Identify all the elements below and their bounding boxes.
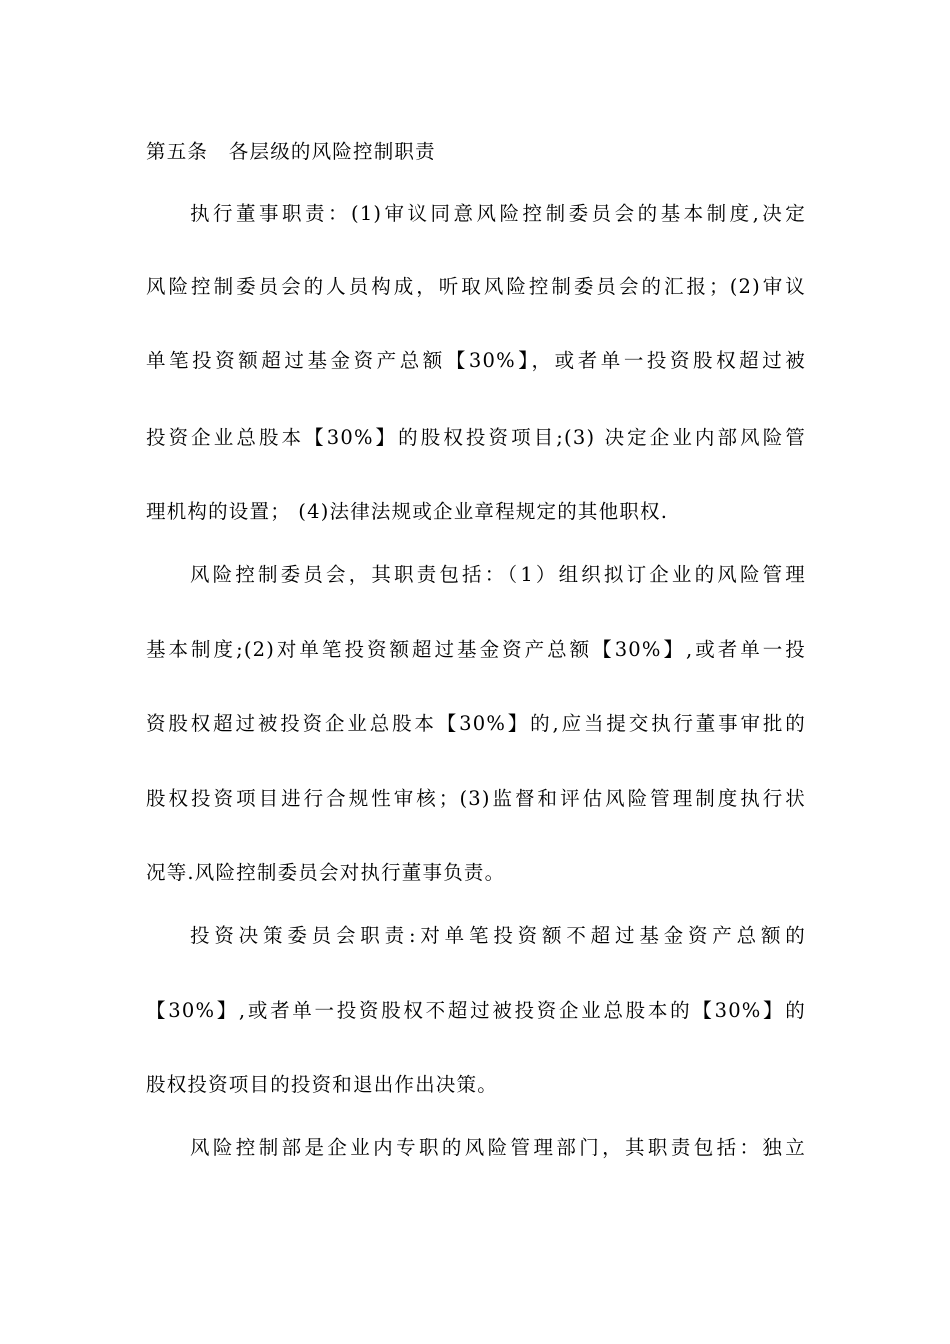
paragraph-2-line-1: 风险控制委员会，其职责包括：（1）组织拟订企业的风险管理	[190, 563, 806, 586]
paragraph-2-line-3: 资股权超过被投资企业总股本【30%】的,应当提交执行董事审批的	[146, 712, 806, 735]
section-heading: 第五条 各层级的风险控制职责	[146, 140, 436, 163]
paragraph-1-line-5: 理机构的设置； (4)法律法规或企业章程规定的其他职权.	[146, 500, 669, 523]
paragraph-1-line-4: 投资企业总股本【30%】的股权投资项目;(3) 决定企业内部风险管	[146, 426, 806, 449]
paragraph-1-line-3: 单笔投资额超过基金资产总额【30%】，或者单一投资股权超过被	[146, 349, 806, 372]
paragraph-3-line-2: 【30%】,或者单一投资股权不超过被投资企业总股本的【30%】的	[146, 999, 806, 1022]
paragraph-2-line-2: 基本制度;(2)对单笔投资额超过基金资产总额【30%】,或者单一投	[146, 638, 806, 661]
paragraph-2-line-5: 况等.风险控制委员会对执行董事负责。	[146, 861, 506, 884]
paragraph-1-line-2: 风险控制委员会的人员构成，听取风险控制委员会的汇报；(2)审议	[146, 275, 806, 298]
paragraph-3-line-1: 投资决策委员会职责:对单笔投资额不超过基金资产总额的	[190, 924, 806, 947]
paragraph-3-line-3: 股权投资项目的投资和退出作出决策。	[146, 1073, 498, 1096]
paragraph-2-line-4: 股权投资项目进行合规性审核；(3)监督和评估风险管理制度执行状	[146, 787, 806, 810]
paragraph-1-line-1: 执行董事职责：(1)审议同意风险控制委员会的基本制度,决定	[190, 202, 806, 225]
paragraph-4-line-1: 风险控制部是企业内专职的风险管理部门，其职责包括：独立	[190, 1136, 806, 1159]
